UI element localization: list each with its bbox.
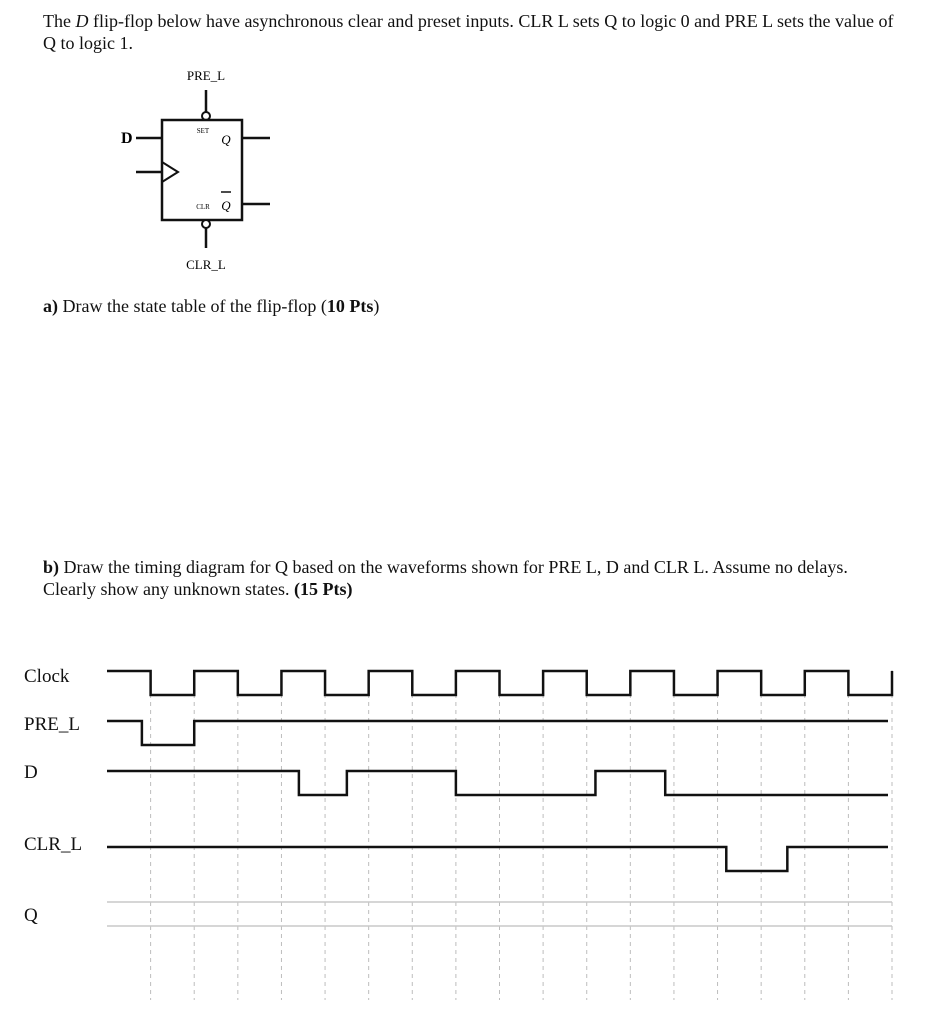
pre-l-label: PRE_L — [24, 714, 80, 735]
question-a-prefix: a) — [43, 296, 58, 316]
intro-d-italic: D — [75, 11, 89, 31]
question-b-points: (15 Pts) — [293, 579, 353, 599]
intro-text-1: The — [43, 11, 76, 31]
timing-gridlines — [151, 670, 892, 1000]
q-label: Q — [221, 132, 231, 147]
clr-l-label: CLR_L — [24, 834, 83, 855]
question-b — [43, 556, 903, 600]
problem-intro — [43, 10, 903, 54]
question-a-text: Draw the state table of the flip-flop ( — [58, 296, 327, 316]
clr-inner-label: CLR — [196, 203, 210, 211]
clock-waveform — [107, 671, 892, 695]
clr-bubble — [202, 220, 210, 228]
d-label: D — [121, 130, 133, 147]
pre-l-waveform — [107, 721, 888, 745]
question-b-text: Draw the timing diagram for Q based on the waveforms shown for PRE L, D and CLR L. Assume no delays. Clearly show any unknown states. — [43, 557, 848, 599]
d-flipflop-diagram — [100, 62, 300, 282]
clr-label: CLR_L — [186, 257, 226, 272]
d-signal-label: D — [24, 762, 38, 783]
q-signal-label: Q — [24, 905, 38, 926]
clr-l-waveform — [107, 847, 888, 871]
pre-label: PRE_L — [186, 68, 226, 83]
qbar-label: Q — [221, 198, 231, 213]
question-b-prefix: b) — [43, 557, 60, 577]
timing-diagram — [0, 640, 932, 1010]
d-waveform — [107, 771, 888, 795]
question-a — [43, 295, 379, 317]
question-a-suffix: ) — [373, 296, 380, 316]
question-a-points: 10 Pts — [326, 296, 374, 316]
clock-label: Clock — [24, 666, 70, 687]
intro-text-2: flip-flop below have asynchronous clear and preset inputs. CLR L sets Q to logic 0 and PRE L sets the value of Q to logic 1. — [43, 11, 894, 53]
set-label: SET — [196, 127, 210, 135]
